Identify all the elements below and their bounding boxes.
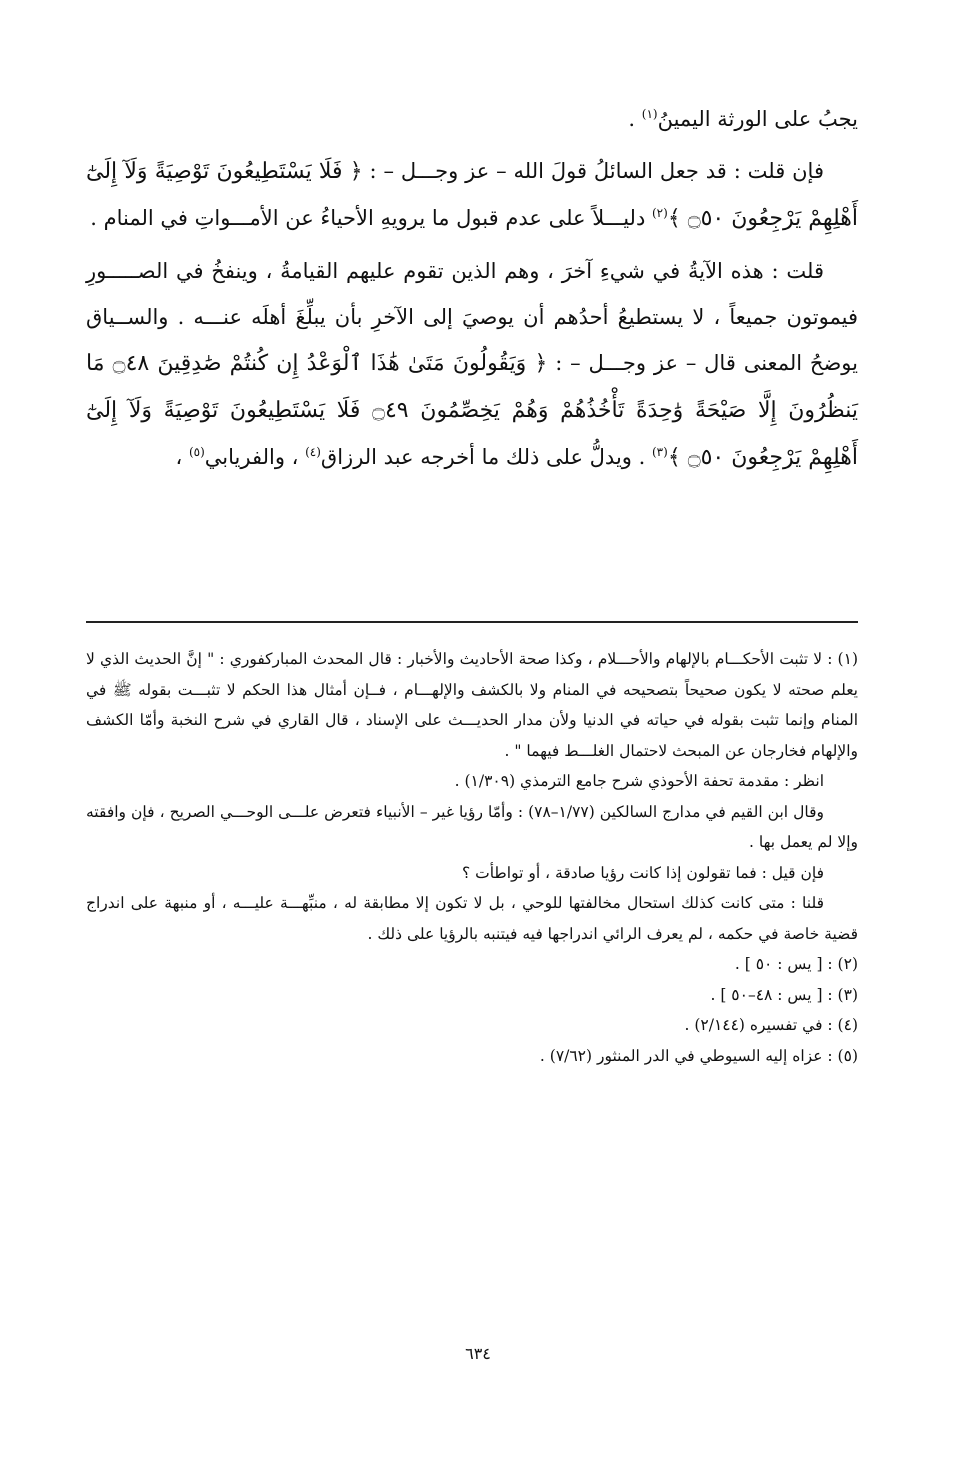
quran-verse-yasin-48-50: ﴿ وَيَقُولُونَ مَتَىٰ هَٰذَا ٱلْوَعْدُ إِن كُنتُمْ صَٰدِقِينَ ۝٤٨ مَا يَنظُرُونَ إِلَّا صَيْحَةً وَٰحِدَةً تَأْخُذُهُمْ وَهُمْ يَخِصِّمُونَ ۝٤٩ فَلَا يَسْتَطِيعُونَ تَوْصِيَةً وَلَآ إِلَىٰٓ أَهْلِهِمْ يَرْجِعُونَ ۝٥٠ ﴾ xyxy=(86,351,858,470)
footnote-1-ibn-qayyim: وقال ابن القيم في مدارج السالكين (١/٧٧–٧٨) : وأمّا رؤيا غير – الأنبياء فتعرض علـــى الوحـــي الصريح ، فإن وافقته وإلا لم يعمل بها . xyxy=(86,802,858,851)
paragraph-3-end: ، xyxy=(175,445,189,469)
footnote-separator xyxy=(86,621,858,623)
page-content xyxy=(86,96,858,1065)
footnote-1-reference: انظر : مقدمة تحفة الأحوذي شرح جامع الترمذي (١/٣٠٩) . xyxy=(454,772,824,790)
paragraph-1 xyxy=(86,96,858,142)
footnote-1-question: فإن قيل : فما تقولون إذا كانت رؤيا صادقة ، أو تواطأت ؟ xyxy=(461,863,824,882)
footnote-1-answer: قلنا : متى كانت كذلك استحال مخالفتها للوحي ، بل لا تكون إلا مطابقة له ، منبِّهـــة عليـــه ، أو منبهة على اندراج قضية خاصة في حكمه ، لم يعرف الرائي اندراجها فيه فيتنبه بالرؤيا على ذلك . xyxy=(86,894,858,943)
paragraph-3-text-cont2: ، والفريابي xyxy=(204,445,306,469)
footnotes xyxy=(86,644,858,1071)
footnote-ref-1[interactable]: (١) xyxy=(641,107,658,121)
footnote-1: (١) : لا تثبت الأحكـــام بالإلهام والأحـــلام ، وكذا صحة الأحاديث والأخبار : قال المحدث المباركفوري : " إنَّ الحديث الذي لا يعلم صحته لا يكون صحيحاً بتصحيحه في المنام ولا بالكشف والإلهـــام ، فــإن أمثال هذا الحكم لا تثبـــت بقوله ﷺ في المنام وإنما تثبت بقوله في حياته في الدنيا ولأن مدار الحديـــث على الإسناد ، قال القاري في شرح النخبة وأمّا الكشف والإلهام فخارجان عن المبحث لاحتمال الغلـــط فيهما " . xyxy=(86,650,858,760)
quran-verse-yasin-50: ﴿ فَلَا يَسْتَطِيعُونَ تَوْصِيَةً وَلَآ إِلَىٰٓ أَهْلِهِمْ يَرْجِعُونَ ۝٥٠ ﴾ xyxy=(86,159,858,231)
footnote-5: (٥) : عزاه إليه السيوطي في الدر المنثور (٧/٦٢) . xyxy=(539,1046,858,1065)
paragraph-3 xyxy=(86,248,858,481)
paragraph-1-text: يجبُ على الورثة اليمينُ xyxy=(657,107,858,131)
main-text xyxy=(86,96,858,481)
paragraph-2-text: فإن قلت : قد جعل السائلُ قولَ الله – عز وجـــل – : xyxy=(369,159,824,183)
footnote-ref-2[interactable]: (٢) xyxy=(651,206,668,220)
paragraph-2-text-cont: دليـــلاً على عدم قبول ما يرويهِ الأحياءُ عن الأمـــواتِ في المنام . xyxy=(90,206,652,230)
paragraph-3-text-cont: . ويدلُّ على ذلك ما أخرجه عبد الرزاق xyxy=(320,445,652,469)
paragraph-3-text: قلت : هذه الآيةُ في شيءِ آخرَ ، وهم الذين تقوم عليهم القيامةُ ، وينفخُ في الصـــــورِ فيموتون جميعاً ، لا يستطيعُ أحدُهم أن يوصيَ إلى الآخرِ بأن يبلِّغَ أهلَه عنـــه . والســياق يوضحُ المعنى قال – عز وجـــل – : xyxy=(86,259,858,375)
page-number: ٦٣٤ xyxy=(465,1344,491,1363)
paragraph-1-end: . xyxy=(628,107,642,131)
footnote-ref-5[interactable]: (٥) xyxy=(188,445,205,459)
footnote-2: (٢) : [ يس : ٥٠ ] . xyxy=(734,955,858,973)
footnote-4: (٤) : في تفسيره (٢/١٤٤) . xyxy=(684,1016,858,1034)
footnote-ref-4[interactable]: (٤) xyxy=(305,445,321,459)
paragraph-2 xyxy=(86,148,858,242)
footnote-3: (٣) : [ يس : ٤٨–٥٠ ] . xyxy=(710,985,858,1004)
footnote-ref-3[interactable]: (٣) xyxy=(651,445,668,459)
